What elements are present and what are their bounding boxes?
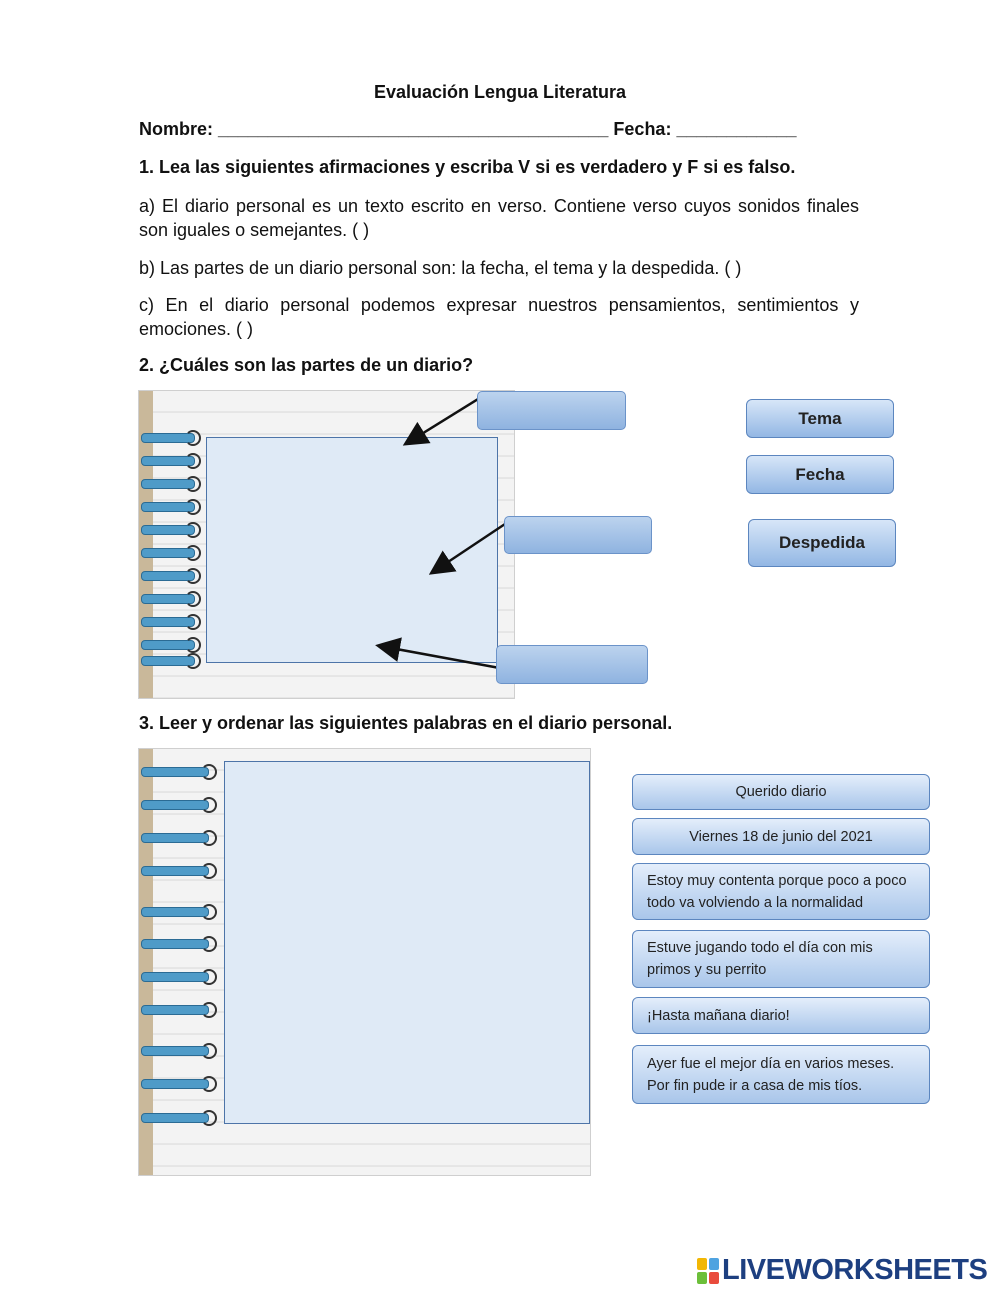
sentence-contenta[interactable]: Estoy muy contenta porque poco a poco todo va volviendo a la normalidad xyxy=(632,863,930,920)
arrow-middle xyxy=(433,524,505,572)
logo-mark-icon xyxy=(697,1258,719,1284)
liveworksheets-logo xyxy=(697,1254,987,1287)
q1-statement-a: a) El diario personal es un texto escrito en verso. Contiene verso cuyos sonidos finales son iguales o semejantes. ( ) xyxy=(139,196,859,240)
drop-box-bottom[interactable] xyxy=(496,645,648,684)
option-tema[interactable]: Tema xyxy=(746,399,894,438)
q1-statement-b: b) Las partes de un diario personal son: la fecha, el tema y la despedida. ( ) xyxy=(139,258,742,278)
arrow-bottom xyxy=(380,646,505,669)
sentence-querido-diario[interactable]: Querido diario xyxy=(632,774,930,810)
drop-box-middle[interactable] xyxy=(504,516,652,554)
q1-statement-c: c) En el diario personal podemos expresar nuestros pensamientos, sentimientos y emociones. ( ) xyxy=(139,295,859,339)
diary-notebook-large-image xyxy=(138,748,591,1176)
name-date-line: Nombre: _______________________________________ Fecha: ____________ xyxy=(139,119,797,139)
logo-text: LIVEWORKSHEETS xyxy=(722,1254,988,1286)
sentence-hasta-manana[interactable]: ¡Hasta mañana diario! xyxy=(632,997,930,1034)
drop-box-top[interactable] xyxy=(477,391,626,430)
q1-heading: 1. Lea las siguientes afirmaciones y escriba V si es verdadero y F si es falso. xyxy=(139,157,796,177)
q3-heading: 3. Leer y ordenar las siguientes palabras en el diario personal. xyxy=(139,713,673,733)
sentence-mejor-dia[interactable]: Ayer fue el mejor día en varios meses. Por fin pude ir a casa de mis tíos. xyxy=(632,1045,930,1104)
sentence-fecha[interactable]: Viernes 18 de junio del 2021 xyxy=(632,818,930,855)
option-fecha[interactable]: Fecha xyxy=(746,455,894,494)
sentence-jugando[interactable]: Estuve jugando todo el día con mis primos y su perrito xyxy=(632,930,930,988)
worksheet-title: Evaluación Lengua Literatura xyxy=(373,82,627,102)
diary-page-area-large[interactable] xyxy=(224,761,590,1124)
arrow-top xyxy=(407,399,478,443)
option-despedida[interactable]: Despedida xyxy=(748,519,896,567)
q2-heading: 2. ¿Cuáles son las partes de un diario? xyxy=(139,355,474,375)
